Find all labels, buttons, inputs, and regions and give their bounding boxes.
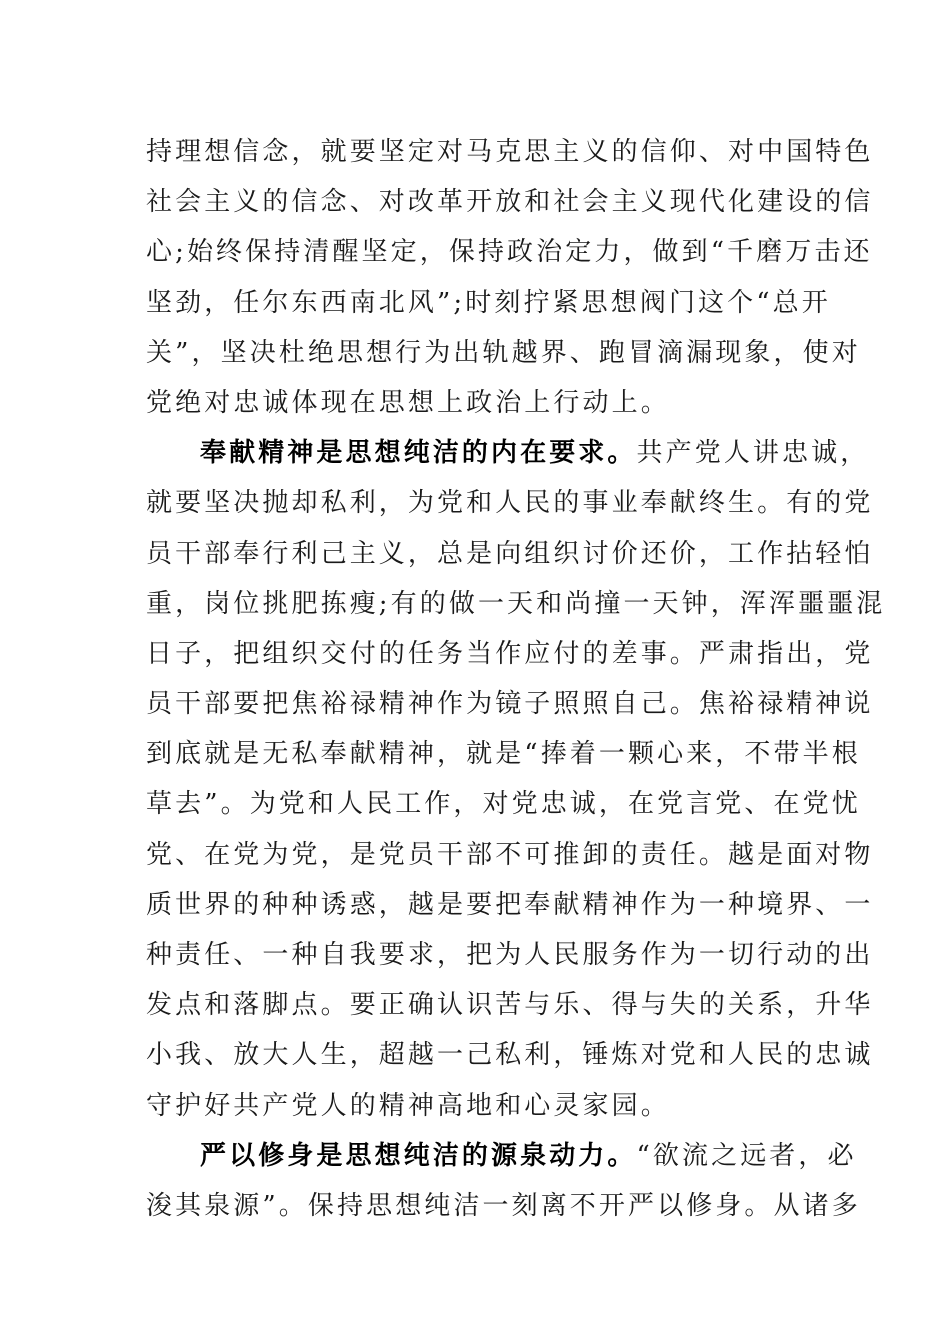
- paragraph-lead-sentence: 奉献精神是思想纯洁的内在要求。: [200, 438, 637, 469]
- text-line: 员干部要把焦裕禄精神作为镜子照照自己。焦裕禄精神说: [146, 689, 874, 720]
- text-line: 关”，坚决杜绝思想行为出轨越界、跑冒滴漏现象，使对: [146, 337, 861, 368]
- text-line: 员干部奉行利己主义，总是向组织讨价还价，工作拈轻怕: [146, 538, 874, 569]
- text-line: 党绝对忠诚体现在思想上政治上行动上。: [146, 387, 670, 418]
- text-line: 种责任、一种自我要求，把为人民服务作为一切行动的出: [146, 940, 874, 970]
- text-line: 重，岗位挑肥拣瘦;有的做一天和尚撞一天钟，浑浑噩噩混: [146, 588, 886, 619]
- paragraph-first-line-text: “欲流之远者，必: [636, 1140, 857, 1171]
- text-line: 就要坚决抛却私利，为党和人民的事业奉献终生。有的党: [146, 488, 874, 519]
- paragraph-first-line: [146, 428, 870, 478]
- text-line: 坚劲，任尔东西南北风”;时刻拧紧思想阀门这个“总开: [146, 287, 831, 318]
- text-line: 小我、放大人生，超越一己私利，锤炼对党和人民的忠诚: [146, 1040, 874, 1071]
- text-line: 发点和落脚点。要正确认识苦与乐、得与失的关系，升华: [146, 990, 874, 1021]
- text-line: 浚其泉源”。保持思想纯洁一刻离不开严以修身。从诸多: [146, 1190, 861, 1221]
- paragraph-self-cultivation: [146, 1131, 861, 1231]
- document-body: [146, 127, 886, 1231]
- text-line: 守护好共产党人的精神高地和心灵家园。: [146, 1090, 670, 1121]
- text-line: 质世界的种种诱惑，越是要把奉献精神作为一种境界、一: [146, 889, 874, 920]
- paragraph-first-line-text: 共产党人讲忠诚，: [636, 438, 870, 469]
- paragraph-ideals: [146, 127, 874, 428]
- text-line: 党、在党为党，是党员干部不可推卸的责任。越是面对物: [146, 839, 874, 870]
- text-line: 到底就是无私奉献精神，就是“捧着一颗心来，不带半根: [146, 739, 861, 770]
- text-line: 草去”。为党和人民工作，对党忠诚，在党言党、在党忧: [146, 789, 861, 820]
- text-line: 日子，把组织交付的任务当作应付的差事。严肃指出，党: [146, 638, 874, 669]
- paragraph-first-line: [146, 1131, 857, 1181]
- text-line: 社会主义的信念、对改革开放和社会主义现代化建设的信: [146, 187, 874, 218]
- text-line: 持理想信念，就要坚定对马克思主义的信仰、对中国特色: [146, 137, 874, 167]
- text-line: 心;始终保持清醒坚定，保持政治定力，做到“千磨万击还: [146, 237, 873, 268]
- paragraph-lead-sentence: 严以修身是思想纯洁的源泉动力。: [200, 1140, 637, 1171]
- paragraph-dedication: [146, 428, 886, 1131]
